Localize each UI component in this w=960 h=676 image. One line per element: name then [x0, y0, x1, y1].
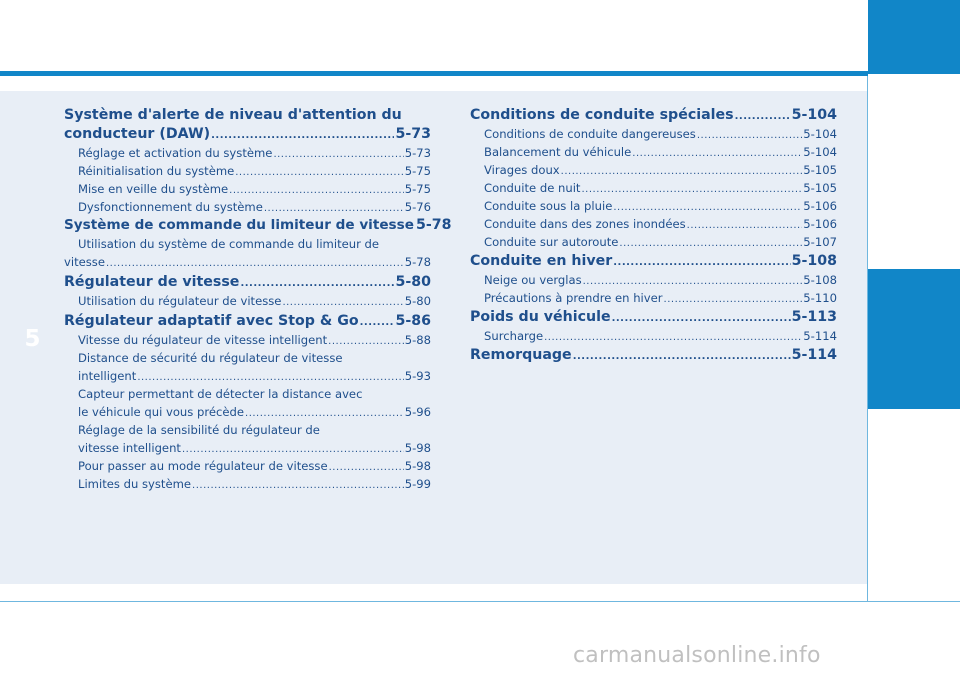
toc-page-number: 5-73	[395, 126, 431, 142]
toc-entry[interactable]	[470, 125, 837, 143]
leader-dots	[240, 274, 394, 293]
toc-entry[interactable]	[470, 233, 837, 251]
leader-dots	[273, 146, 403, 164]
leader-dots	[697, 127, 802, 145]
toc-entry-line1[interactable]: Capteur permettant de détecter la distance avec	[78, 387, 363, 401]
leader-dots	[544, 329, 802, 347]
toc-heading-label: Remorquage	[470, 347, 572, 363]
toc-entry[interactable]	[470, 289, 837, 307]
toc-heading-label: Régulateur de vitesse	[64, 274, 240, 290]
toc-entry[interactable]	[470, 271, 837, 289]
toc-page-number: 5-113	[791, 309, 837, 325]
leader-dots	[581, 181, 802, 199]
toc-entry-line1[interactable]: Distance de sécurité du régulateur de vitesse	[78, 351, 343, 365]
watermark: carmanualsonline.info	[573, 643, 821, 668]
chapter-number: 5	[24, 326, 41, 352]
toc-page-number: 5-75	[404, 182, 431, 196]
toc-entry[interactable]	[470, 143, 837, 161]
toc-heading[interactable]	[64, 216, 452, 235]
toc-heading[interactable]	[64, 273, 431, 292]
leader-dots	[235, 164, 403, 182]
toc-entry[interactable]	[64, 198, 431, 216]
toc-entry[interactable]	[64, 439, 431, 457]
leader-dots	[612, 309, 791, 328]
toc-page-number: 5-96	[404, 405, 431, 419]
toc-left-column	[64, 106, 452, 493]
toc-entry-label: vitesse intelligent	[78, 441, 181, 455]
toc-page-number: 5-98	[404, 441, 431, 455]
toc-heading-label: Conditions de conduite spéciales	[470, 107, 734, 123]
toc-page-number: 5-104	[803, 127, 837, 141]
toc-page-number: 5-75	[404, 164, 431, 178]
toc-entry-label: Conduite de nuit	[484, 181, 581, 195]
toc-entry[interactable]	[470, 215, 837, 233]
toc-heading[interactable]: Système d'alerte de niveau d'attention du	[64, 107, 402, 123]
toc-page-number: 5-108	[791, 253, 837, 269]
toc-heading[interactable]	[470, 308, 837, 327]
toc-entry[interactable]	[64, 367, 431, 385]
leader-dots	[211, 126, 394, 145]
toc-entry-label: Conduite sous la pluie	[484, 199, 613, 213]
leader-dots	[360, 313, 395, 332]
toc-entry-label: Dysfonctionnement du système	[78, 200, 263, 214]
leader-dots	[561, 163, 803, 181]
toc-page-number: 5-80	[404, 294, 431, 308]
toc-heading-label: conducteur (DAW)	[64, 126, 211, 142]
toc-page-number: 5-88	[404, 333, 431, 347]
leader-dots	[282, 294, 403, 312]
toc-page-number: 5-76	[404, 200, 431, 214]
toc-entry-label: Précautions à prendre en hiver	[484, 291, 663, 305]
toc-entry-label: Réinitialisation du système	[78, 164, 235, 178]
leader-dots	[106, 255, 404, 273]
toc-entry-label: Conduite dans des zones inondées	[484, 217, 686, 231]
toc-heading[interactable]	[64, 125, 431, 144]
toc-entry[interactable]	[470, 197, 837, 215]
toc-page-number: 5-80	[395, 274, 431, 290]
toc-page-number: 5-99	[404, 477, 431, 491]
leader-dots	[192, 477, 404, 495]
toc-entry[interactable]	[64, 403, 431, 421]
toc-heading[interactable]	[470, 252, 837, 271]
toc-entry[interactable]	[470, 327, 837, 345]
toc-entry-label: Pour passer au mode régulateur de vitesse	[78, 459, 328, 473]
toc-entry-label: Neige ou verglas	[484, 273, 582, 287]
toc-entry-label: Virages doux	[484, 163, 560, 177]
toc-entry-label: intelligent	[78, 369, 137, 383]
leader-dots	[329, 459, 404, 477]
toc-page-number: 5-106	[803, 199, 837, 213]
leader-dots	[613, 253, 790, 272]
toc-page-number: 5-104	[791, 107, 837, 123]
leader-dots	[735, 107, 791, 126]
toc-entry-label: Réglage et activation du système	[78, 146, 273, 160]
toc-page-number: 5-104	[803, 145, 837, 159]
toc-entry[interactable]	[64, 457, 431, 475]
toc-page-number: 5-108	[803, 273, 837, 287]
toc-heading[interactable]	[470, 106, 837, 125]
toc-heading[interactable]	[470, 346, 837, 365]
chapter-marker	[868, 269, 960, 409]
leader-dots	[573, 347, 791, 366]
toc-entry-label: Limites du système	[78, 477, 192, 491]
toc-page-number: 5-78	[415, 217, 452, 233]
toc-page-number: 5-114	[791, 347, 837, 363]
toc-entry[interactable]	[64, 253, 431, 271]
toc-heading-label: Système de commande du limiteur de vitesse	[64, 217, 414, 233]
toc-entry-label: Utilisation du régulateur de vitesse	[78, 294, 282, 308]
toc-page-number: 5-105	[803, 181, 837, 195]
toc-entry[interactable]	[64, 180, 431, 198]
toc-entry[interactable]	[64, 292, 431, 310]
leader-dots	[664, 291, 803, 309]
toc-page-number: 5-73	[404, 146, 431, 160]
toc-page-number: 5-106	[803, 217, 837, 231]
toc-heading-label: Poids du véhicule	[470, 309, 611, 325]
leader-dots	[619, 235, 802, 253]
toc-heading-label: Régulateur adaptatif avec Stop & Go	[64, 313, 359, 329]
toc-entry-label: Conduite sur autoroute	[484, 235, 619, 249]
toc-entry-label: le véhicule qui vous précède	[78, 405, 245, 419]
toc-entry-label: Balancement du véhicule	[484, 145, 632, 159]
toc-entry-label: Vitesse du régulateur de vitesse intelligent	[78, 333, 328, 347]
toc-heading-label: Conduite en hiver	[470, 253, 613, 269]
chapter-tab-top	[868, 0, 960, 74]
toc-page-number: 5-107	[803, 235, 837, 249]
toc-right-column	[470, 106, 837, 365]
toc-page-number: 5-98	[404, 459, 431, 473]
top-rule	[0, 71, 868, 76]
leader-dots	[632, 145, 802, 163]
toc-entry[interactable]	[64, 331, 431, 349]
toc-heading[interactable]	[64, 312, 431, 331]
toc-entry-line1[interactable]: Utilisation du système de commande du limiteur de	[78, 237, 380, 251]
bottom-rule	[0, 601, 960, 602]
toc-entry-label: vitesse	[64, 255, 105, 269]
toc-entry[interactable]	[470, 179, 837, 197]
toc-entry-label: Mise en veille du système	[78, 182, 229, 196]
toc-page-number: 5-86	[395, 313, 431, 329]
toc-page-number: 5-110	[803, 291, 837, 305]
toc-entry[interactable]	[470, 161, 837, 179]
toc-entry[interactable]	[64, 144, 431, 162]
toc-entry[interactable]	[64, 162, 431, 180]
toc-page-number: 5-78	[404, 255, 431, 269]
toc-page-number: 5-105	[803, 163, 837, 177]
toc-page-number: 5-93	[404, 369, 431, 383]
toc-entry[interactable]	[64, 475, 431, 493]
toc-entry-line1[interactable]: Réglage de la sensibilité du régulateur de	[78, 423, 320, 437]
toc-entry-label: Conditions de conduite dangereuses	[484, 127, 696, 141]
toc-page-number: 5-114	[803, 329, 837, 343]
leader-dots	[687, 217, 803, 235]
toc-entry-label: Surcharge	[484, 329, 544, 343]
